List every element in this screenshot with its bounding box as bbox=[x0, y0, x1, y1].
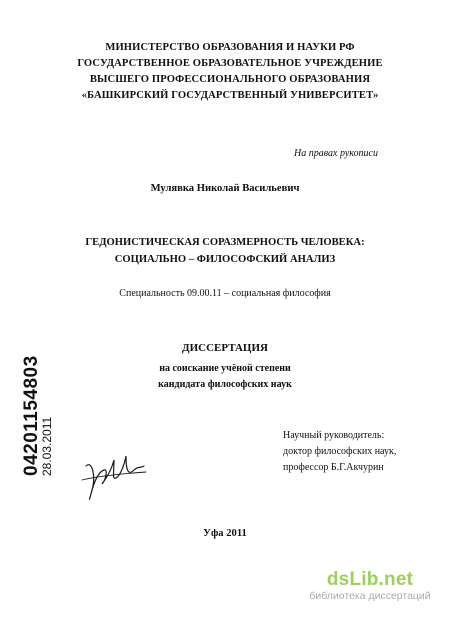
institution-line-3: ВЫСШЕГО ПРОФЕССИОНАЛЬНОГО ОБРАЗОВАНИЯ bbox=[89, 74, 371, 85]
dslib-watermark bbox=[290, 570, 450, 603]
document-type: ДИССЕРТАЦИЯ bbox=[182, 342, 268, 354]
advisor-name: профессор Б.Г.Акчурин bbox=[283, 462, 384, 473]
city-year: Уфа 2011 bbox=[203, 528, 247, 539]
stamp-date: 28.03.2011 bbox=[40, 416, 54, 476]
dslib-logo: dsLib.net bbox=[326, 569, 414, 590]
degree-line-2: кандидата философских наук bbox=[158, 379, 292, 390]
degree-info bbox=[0, 361, 450, 393]
manuscript-note: На правах рукописи bbox=[294, 148, 378, 159]
institution-line-1: МИНИСТЕРСТВО ОБРАЗОВАНИЯ И НАУКИ РФ bbox=[105, 42, 355, 53]
handwritten-signature bbox=[78, 446, 150, 513]
institution-header bbox=[70, 40, 390, 104]
title-line-2: СОЦИАЛЬНО – ФИЛОСОФСКИЙ АНАЛИЗ bbox=[114, 254, 336, 265]
specialty: Специальность 09.00.11 – социальная философия bbox=[119, 288, 331, 299]
institution-line-2: ГОСУДАРСТВЕННОЕ ОБРАЗОВАТЕЛЬНОЕ УЧРЕЖДЕНИЕ bbox=[77, 58, 383, 69]
dissertation-title bbox=[0, 234, 450, 268]
degree-line-1: на соискание учёной степени bbox=[159, 363, 291, 374]
institution-line-4: «БАШКИРСКИЙ ГОСУДАРСТВЕННЫЙ УНИВЕРСИТЕТ» bbox=[81, 90, 379, 101]
dslib-subtitle: библиотека диссертаций bbox=[309, 590, 431, 602]
title-line-1: ГЕДОНИСТИЧЕСКАЯ СОРАЗМЕРНОСТЬ ЧЕЛОВЕКА: bbox=[85, 237, 365, 248]
author-name: Мулявка Николай Васильевич bbox=[150, 183, 300, 194]
scientific-advisor bbox=[283, 428, 396, 476]
advisor-degree: доктор философских наук, bbox=[283, 446, 397, 457]
stamp-barcode-number: 04201154803 bbox=[21, 355, 42, 476]
advisor-label: Научный руководитель: bbox=[283, 430, 385, 441]
